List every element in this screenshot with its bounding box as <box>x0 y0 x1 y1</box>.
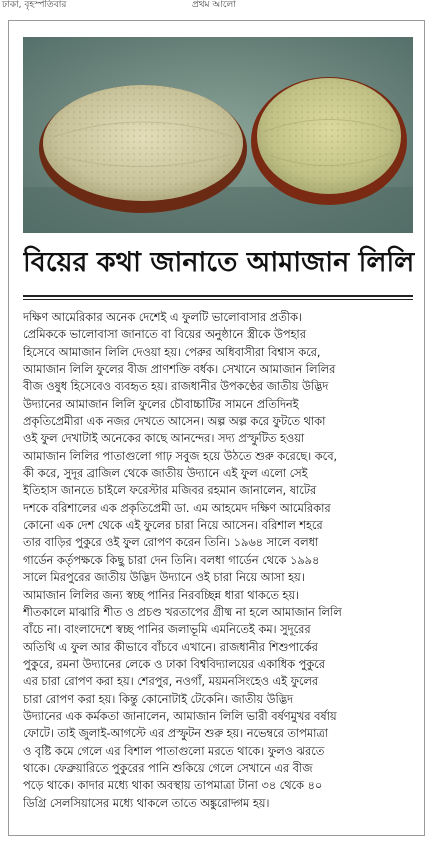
body-line: ও বৃষ্টি কমে গেলে এর বিশাল পাতাগুলো মরতে থাকে। ফুলও ঝরতে <box>23 744 325 758</box>
body-line: দশকে বরিশালের এক প্রকৃতিপ্রেমী ডা. এম আহমেদ দক্ষিণ আমেরিকার <box>23 501 331 515</box>
body-line: প্রকৃতিপ্রেমীরা এক নজর দেখতে আসেন। অল্প অল্প করে ফুটতে থাকা <box>23 415 326 429</box>
body-line: আমাজান লিলির জন্য স্বচ্ছ পানির নিরবচ্ছিন্ন ধারা থাকতে হয়। <box>23 588 300 602</box>
body-line: বীজ ওষুধ হিসেবেও ব্যবহৃত হয়। রাজধানীর উপকণ্ঠের জাতীয় উদ্ভিদ <box>23 380 329 394</box>
body-line: চারা রোপণ করা হয়। কিন্তু কোনোটাই টেকেনি। জাতীয় উদ্ভিদ <box>23 692 293 706</box>
body-line: বাঁচে না। বাংলাদেশে স্বচ্ছ পানির জলাভূমি এমনিতেই কম। সুদূরের <box>23 623 311 637</box>
body-line: তার বাড়ির পুকুরে ওই ফুল রোপণ করেন তিনি। ১৯৬৪ সালে বলধা <box>23 536 319 550</box>
body-line: ইতিহাস জানতে চাইলে ফরেস্টার মজিবর রহমান জানালেন, ষাটের <box>23 484 317 498</box>
body-line: অতিথি এ ফুল আর কীভাবে বাঁচবে এখানে। রাজধানীর শিশুপার্কের <box>23 640 318 654</box>
body-line: আমাজান লিলির পাতাগুলো গাঢ় সবুজ হয়ে উঠতে শুরু করেছে। কবে, <box>23 449 338 463</box>
body-line: ওই ফুল দেখাটাই অনেকের কাছে আনন্দের। সদ্য প্রস্ফুটিত হওয়া <box>23 432 305 446</box>
body-line: শীতকালে মাঝারি শীত ও প্রচণ্ড খরতাপের গ্রীষ্ম না হলে আমাজান লিলি <box>23 605 342 619</box>
body-line: কী করে, সুদূর ব্রাজিল থেকে জাতীয় উদ্যানে এই ফুল এলো সেই <box>23 467 308 481</box>
large-lily-pad <box>39 85 247 213</box>
body-line: আমাজান লিলি ফুলের বীজ প্রাণশক্তি বর্ধক। সেখানে আমাজান লিলির <box>23 363 336 377</box>
body-line: প্রেমিককে ভালোবাসা জানাতে বা বিয়ের অনুষ্ঠানে স্ত্রীকে উপহার <box>23 328 306 342</box>
body-line: থাকে। ফেব্রুয়ারিতে পুকুরের পানি শুকিয়ে গেলে সেখানে এর বীজ <box>23 761 313 775</box>
small-lily-pad <box>251 77 407 205</box>
body-line: উদ্যানের এক কর্মকতা জানালেন, আমাজান লিলি ভারী বর্ষণমুখর বর্ষায় <box>23 709 337 723</box>
article-headline: বিয়ের কথা জানাতে আমাজান লিলি <box>23 247 415 278</box>
body-line: গার্ডেন কর্তৃপক্ষকে কিছু চারা দেন তিনি। বলধা গার্ডেন থেকে ১৯৯৪ <box>23 553 320 567</box>
article-body <box>23 309 417 829</box>
headline-rule <box>23 295 413 297</box>
body-line: ডিগ্রি সেলসিয়াসের মধ্যে থাকলে তাতে অঙ্কুরোদ্গম হয়। <box>23 796 270 810</box>
body-line: হিসেবে আমাজান লিলি দেওয়া হয়। পেরুর অধিবাসীরা বিশ্বাস করে, <box>23 345 321 359</box>
body-line: পড়ে থাকে। কাদার মধ্যে থাকা অবস্থায় তাপমাত্রা টানা ৩৪ থেকে ৪০ <box>23 779 323 793</box>
page-header-strip <box>0 0 435 14</box>
body-line: দক্ষিণ আমেরিকার অনেক দেশেই এ ফুলটি ভালোবাসার প্রতীক। <box>23 311 302 324</box>
water-lily-leaves-photo <box>23 37 413 233</box>
body-line: কোনো এক দেশ থেকে এই ফুলের চারা নিয়ে আসেন। বরিশাল শহরে <box>23 519 323 533</box>
header-date-fragment: ঢাকা, বৃহস্পতিবার <box>2 0 67 10</box>
headline-rule-thin <box>23 299 413 300</box>
body-line: পুকুরে, রমনা উদ্যানের লেকে ও ঢাকা বিশ্ববিদ্যালয়ের একাধিক পুকুরে <box>23 657 325 671</box>
body-line: এর চারা রোপণ করা হয়। শেরপুর, নওগাঁ, ময়মনসিংহেও এই ফুলের <box>23 675 319 689</box>
body-line: ফোটে। তাই জুলাই-আগস্টে এর প্রস্ফুটন শুরু হয়। নভেম্বরে তাপমাত্রা <box>23 727 328 741</box>
article-frame <box>8 20 425 836</box>
body-line: সালে মিরপুরের জাতীয় উদ্ভিদ উদ্যানে ওই চারা নিয়ে আসা হয়। <box>23 571 305 585</box>
header-paper-fragment: প্রথম আলো <box>192 0 236 10</box>
body-line: উদ্যানের আমাজান লিলি ফুলের চৌবাচ্চাটির সামনে প্রতিদিনই <box>23 397 299 411</box>
